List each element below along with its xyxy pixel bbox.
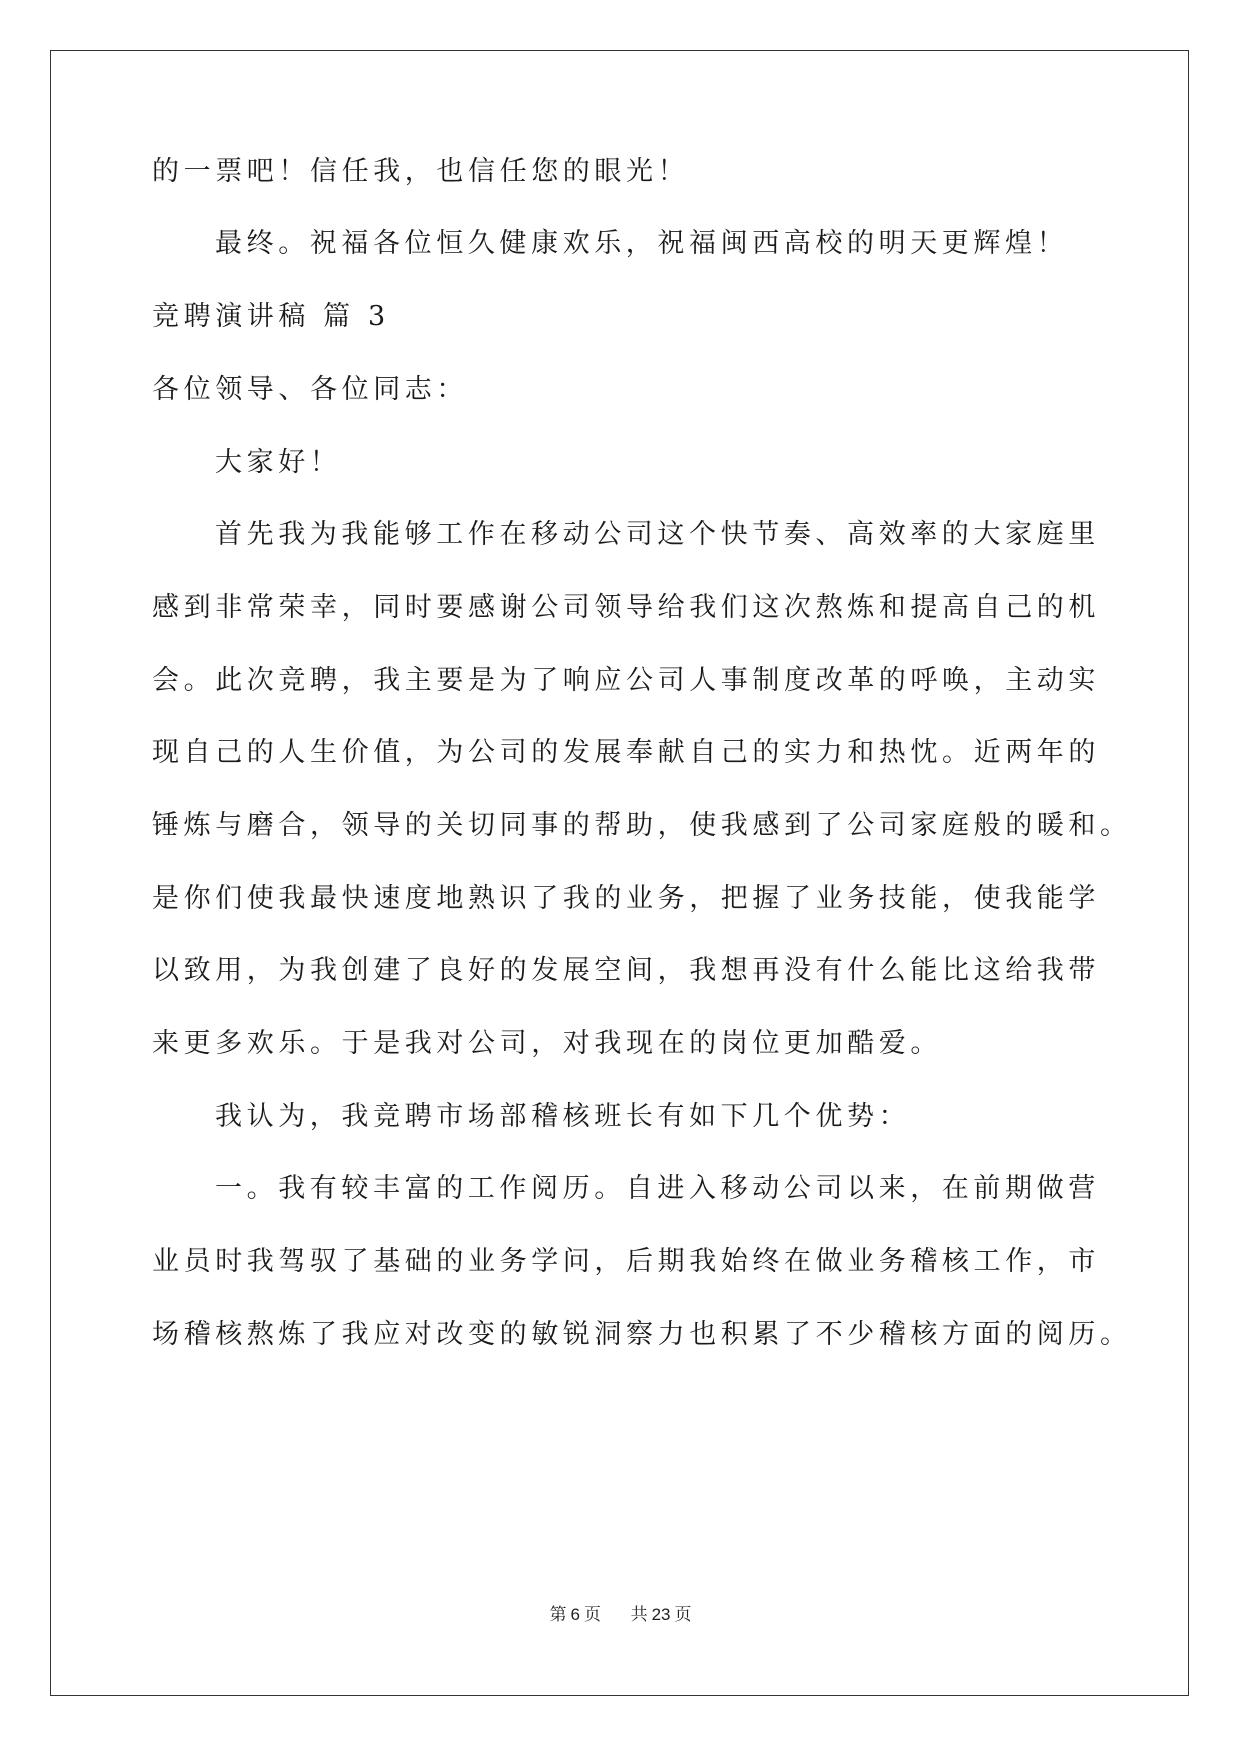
section-heading: 竞聘演讲稿 篇 3	[152, 301, 390, 332]
text-line: 首先我为我能够工作在移动公司这个快节奏、高效率的大家庭里	[215, 519, 1100, 550]
text-line: 场稽核熬炼了我应对改变的敏锐洞察力也积累了不少稽核方面的阅历。	[152, 1319, 1132, 1350]
total-suffix: 页	[674, 1605, 692, 1625]
text-line: 会。此次竞聘，我主要是为了响应公司人事制度改革的呼唤，主动实	[152, 665, 1100, 696]
total-pages: 23	[651, 1605, 671, 1624]
text-line: 锤炼与磨合，领导的关切同事的帮助，使我感到了公司家庭般的暖和。	[152, 810, 1132, 841]
text-line: 我认为，我竞聘市场部稽核班长有如下几个优势：	[215, 1101, 911, 1132]
text-line: 最终。祝福各位恒久健康欢乐，祝福闽西高校的明天更辉煌！	[215, 228, 1069, 259]
text-line: 的一票吧！信任我，也信任您的眼光！	[152, 156, 690, 187]
page-indicator	[547, 1605, 602, 1625]
text-line: 来更多欢乐。于是我对公司，对我现在的岗位更加酷爱。	[152, 1028, 942, 1059]
text-line: 感到非常荣幸，同时要感谢公司领导给我们这次熬炼和提高自己的机	[152, 592, 1100, 623]
page-suffix: 页	[583, 1605, 601, 1625]
total-pages-indicator	[629, 1605, 694, 1625]
text-line: 现自己的人生价值，为公司的发展奉献自己的实力和热忱。近两年的	[152, 737, 1100, 768]
page-prefix: 第	[549, 1605, 567, 1625]
total-prefix: 共	[630, 1605, 648, 1625]
page-number: 6	[570, 1605, 580, 1624]
salutation: 各位领导、各位同志：	[152, 374, 468, 405]
greeting: 大家好！	[215, 447, 342, 478]
text-line: 业员时我驾驭了基础的业务学问，后期我始终在做业务稽核工作，市	[152, 1246, 1100, 1277]
text-line: 是你们使我最快速度地熟识了我的业务，把握了业务技能，使我能学	[152, 883, 1100, 914]
text-line: 以致用，为我创建了良好的发展空间，我想再没有什么能比这给我带	[152, 955, 1100, 986]
text-line: 一。我有较丰富的工作阅历。自进入移动公司以来，在前期做营	[215, 1173, 1100, 1204]
page-footer	[0, 1600, 1241, 1625]
